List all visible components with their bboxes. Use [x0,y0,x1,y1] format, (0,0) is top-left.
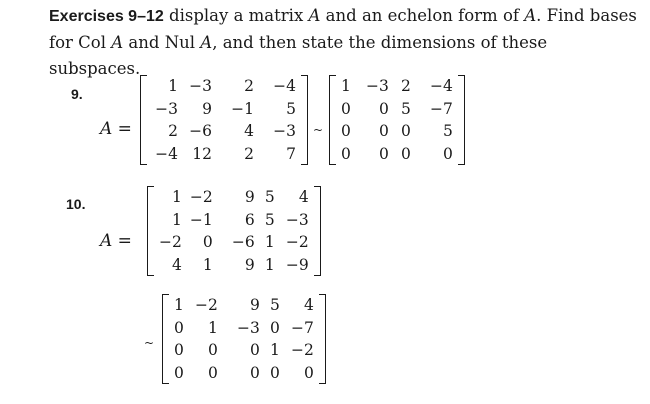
matrix-entry: 1 [171,188,182,206]
matrix-row [337,143,457,166]
matrix-entry: 12 [192,144,212,163]
matrix-row [148,98,300,121]
matrix-entry: −2 [285,233,309,251]
right-bracket [301,75,308,165]
matrix-entry: 5 [270,296,280,314]
exercise-9-echelon-matrix [329,75,465,165]
matrix-entry: 4 [244,122,254,140]
matrix-row [337,75,457,98]
matrix-entry: 0 [250,363,260,382]
matrix-entry: 0 [250,341,260,359]
matrix-entry: −9 [285,255,309,274]
exercise-9-number: 9. [71,86,83,102]
matrix-entry: −3 [366,77,389,95]
right-bracket [458,75,465,165]
left-bracket [147,186,154,276]
matrix-entry: −7 [291,318,314,337]
matrix-entry: 1 [174,296,184,314]
matrix-entry: −2 [159,233,182,251]
matrix-row [170,362,318,385]
matrix-entry: −4 [273,77,296,95]
exercise-9-matrix-a [140,75,308,165]
matrix-entry: 0 [379,122,389,140]
exercise-10-number: 10. [66,196,86,212]
matrix-entry: 2 [244,77,254,95]
matrix-entry: 5 [286,99,296,118]
matrix-entry: −3 [273,122,296,140]
matrix-row [148,120,300,143]
matrix-entry: −6 [231,233,255,251]
matrix-entry: 1 [270,341,280,359]
matrix-entry: 4 [171,255,182,274]
matrix-entry: 0 [401,144,411,163]
right-bracket [319,294,326,384]
matrix-entry: 5 [264,188,275,206]
matrix-entry: 1 [168,77,178,95]
matrix-entry: 0 [270,318,280,337]
exercise-instructions [49,3,639,82]
matrix-entry: −6 [189,122,212,140]
exercise-9-row-equivalent: ~ [313,123,324,137]
matrix-entry: −3 [155,99,178,118]
left-bracket [162,294,169,384]
matrix-row [155,186,313,209]
matrix-entry: 0 [304,363,314,382]
matrix-entry: 5 [401,99,411,118]
matrix-entry: −2 [291,341,314,359]
matrix-entry: −1 [231,99,254,118]
matrix-entry: 5 [443,122,453,140]
matrix-row [148,75,300,98]
matrix-row [170,294,318,317]
matrix-entry: −2 [195,296,218,314]
matrix-entry: −2 [189,188,213,206]
matrix-entry: 9 [244,188,255,206]
matrix-entry: −3 [237,318,260,337]
matrix-entry: 1 [264,255,275,274]
exercise-range-label: Exercises 9–12 [49,8,164,25]
matrix-entry: 9 [202,99,212,118]
matrix-entry: 2 [244,144,254,163]
matrix-entry: 5 [264,210,275,229]
matrix-entry: 0 [174,363,184,382]
matrix-entry: 0 [341,122,351,140]
exercise-10-echelon-matrix-entries [170,294,318,384]
matrix-entry: 7 [286,144,296,163]
matrix-entry: 1 [171,210,182,229]
matrix-entry: −1 [189,210,213,229]
exercise-10-matrix-a-entries [155,186,313,276]
matrix-entry: 2 [168,122,178,140]
matrix-entry: 0 [443,144,453,163]
matrix-row [337,98,457,121]
matrix-entry: −3 [285,210,309,229]
matrix-entry: −4 [155,144,178,163]
matrix-entry: 1 [264,233,275,251]
matrix-entry: 9 [244,255,255,274]
matrix-row [170,317,318,340]
exercise-9-matrix-a-entries [148,75,300,165]
left-bracket [329,75,336,165]
matrix-entry: 0 [379,99,389,118]
matrix-entry: 2 [401,77,411,95]
matrix-entry: 4 [298,188,309,206]
matrix-entry: 0 [208,341,218,359]
right-bracket [314,186,321,276]
instructions-text: display a matrix A and an echelon form of A. Find bases for Col A and Nul A, and then state the dimensions of these subspaces. [49,6,637,78]
matrix-row [148,143,300,166]
matrix-entry: −4 [430,77,453,95]
matrix-entry: 0 [341,99,351,118]
matrix-entry: 0 [341,144,351,163]
exercise-10-matrix-a [147,186,321,276]
matrix-entry: −7 [430,99,453,118]
matrix-entry: 0 [270,363,280,382]
matrix-entry: 1 [341,77,351,95]
matrix-row [155,254,313,277]
exercise-10-lhs: A = [100,231,132,251]
matrix-row [337,120,457,143]
matrix-entry: 0 [174,318,184,337]
matrix-entry: 0 [379,144,389,163]
matrix-row [170,339,318,362]
exercise-9-echelon-matrix-entries [337,75,457,165]
matrix-entry: 0 [174,341,184,359]
matrix-entry: 4 [304,296,314,314]
matrix-entry: 6 [244,210,255,229]
matrix-entry: 1 [208,318,218,337]
exercise-10-row-equivalent: ~ [144,336,155,350]
matrix-entry: 0 [202,233,213,251]
matrix-entry: 0 [208,363,218,382]
left-bracket [140,75,147,165]
matrix-entry: 9 [250,296,260,314]
matrix-entry: 1 [202,255,213,274]
exercise-9-lhs: A = [100,119,132,139]
matrix-row [155,209,313,232]
matrix-entry: 0 [401,122,411,140]
exercise-10-echelon-matrix [162,294,326,384]
matrix-entry: −3 [189,77,212,95]
matrix-row [155,231,313,254]
